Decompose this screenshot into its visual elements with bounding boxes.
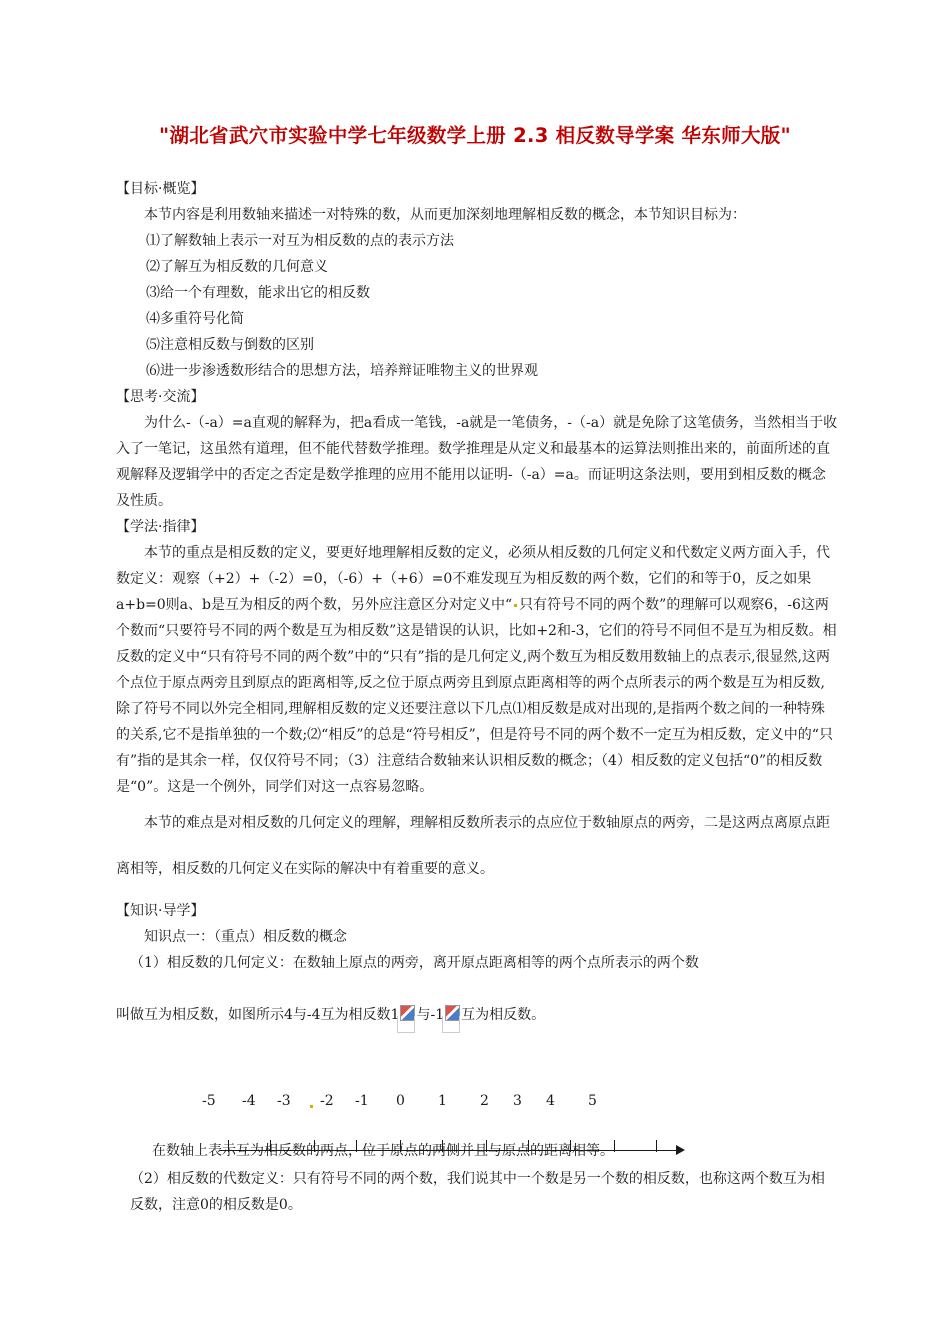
method-paragraph-1b: 只有符号不同的两个数”的理解可以观察6，-6这两个数而“只要符号不同的两个数是互为相反数”这是错误的认识，比如+2和-3，它们的符号不同但不是互为相反数。相反数的定义中“只有符号不同的两个数”中的“只有”指的是几何定义,两个数互为相反数用数轴上的点表示,很显然,这两个点位于原点两旁且到原点的距离相等,反之位于原点两旁且到原点距离相等的两个点所表示的两个数是互为相反数,除了符号不同以外完全相同,理解相反数的定义还要注意以下几点⑴相反数是成对出现的,是指两个数之间的一种特殊的关系,它不是指单独的一个数;⑵“相反”的总是“符号相反”，但是符号不同的两个数不一定互为相反数，定义中的“只有”指的是其余一样，仅仅符号不同；（3）注意结合数轴来认识相反数的概念；（4）相反数的定义包括“0”的相反数是“0”。这是一个例外，同学们对这一点容易忽略。 [116, 597, 837, 795]
number-line-caption: 在数轴上表示互为相反数的两点，位于原点的两侧并且与原点的距离相等。 [152, 1143, 614, 1159]
document-body [116, 176, 838, 1028]
axis-label: 1 [438, 1093, 447, 1109]
axis-arrow-icon [676, 1145, 685, 1155]
geometric-definition-cont [116, 1002, 838, 1028]
method-paragraph-2: 本节的难点是对相反数的几何定义的理解，理解相反数所表示的点应位于数轴原点的两旁，二是这两点离原点距离相等，相反数的几何定义在实际的解决中有着重要的意义。 [116, 815, 830, 877]
algebraic-definition [116, 1166, 838, 1218]
def-text: 与-1 [416, 1007, 445, 1023]
axis-label: 2 [480, 1093, 489, 1109]
goal-item: ⑷多重符号化简 [146, 311, 244, 327]
axis-label: 4 [546, 1093, 555, 1109]
marker-dot-icon [514, 604, 517, 607]
document-title: "湖北省武穴市实验中学七年级数学上册 2.3 相反数导学案 华东师大版" [158, 124, 792, 147]
axis-label: 5 [588, 1093, 597, 1109]
goal-item: ⑸注意相反数与倒数的区别 [146, 337, 314, 353]
broken-image-icon [399, 1002, 416, 1028]
def-text: 叫做互为相反数，如图所示4与-4互为相反数 [116, 1007, 391, 1023]
goal-intro: 本节内容是利用数轴来描述一对特殊的数，从而更加深刻地理解相反数的概念，本节知识目标为： [144, 207, 746, 223]
goal-item: ⑵了解互为相反数的几何意义 [146, 259, 328, 275]
axis-label: -4 [242, 1093, 256, 1109]
axis-label: -5 [202, 1093, 216, 1109]
marker-dot-icon [310, 1105, 313, 1108]
method-paragraph-1a: 本节的重点是相反数的定义，要更好地理解相反数的定义，必须从相反数的几何定义和代数定义两方面入手，代数定义：观察（+2）+（-2）=0，（-6）+（+6）=0不难发现互为相反数的两个数，它们的和等于0，反之如果a+b=0则a、b是互为相反的两个数，另外应注意区分对定义中“ [116, 545, 830, 613]
section-heading-knowledge: 【知识·导学】 [116, 903, 205, 919]
def-text: 互为相反数。 [461, 1007, 546, 1023]
axis-label: -3 [277, 1093, 291, 1109]
def-text: 1 [390, 1007, 400, 1023]
broken-image-icon [444, 1002, 461, 1028]
section-heading-method: 【学法·指律】 [116, 519, 205, 535]
geometric-definition: （1）相反数的几何定义：在数轴上原点的两旁，离开原点距离相等的两个点所表示的两个数 [130, 955, 699, 971]
method-paragraph-1 [116, 540, 838, 800]
axis-tick [614, 1140, 615, 1152]
goal-item: ⑹进一步渗透数形结合的思想方法，培养辩证唯物主义的世界观 [146, 363, 538, 379]
think-paragraph: 为什么-（-a）=a直观的解释为，把a看成一笔钱，-a就是一笔债务，-（-a）就是免除了这笔债务，当然相当于收入了一笔记，这虽然有道理，但不能代替数学推理。数学推理是从定义和最基本的运算法则推出来的，前面所述的直观解释及逻辑学中的否定之否定是数学推理的应用不能用以证明-（-a）=a。而证明这条法则，要用到相反数的概念及性质。 [116, 415, 838, 509]
axis-label: -1 [355, 1093, 369, 1109]
section-heading-think: 【思考·交流】 [116, 389, 205, 405]
section-heading-goal: 【目标·概览】 [116, 181, 205, 197]
axis-label: 0 [396, 1093, 405, 1109]
goal-item: ⑴了解数轴上表示一对互为相反数的点的表示方法 [146, 233, 454, 249]
goal-item: ⑶给一个有理数，能求出它的相反数 [146, 285, 370, 301]
axis-label: -2 [320, 1093, 334, 1109]
knowledge-point-1: 知识点一：（重点）相反数的概念 [144, 929, 347, 945]
axis-tick [656, 1140, 657, 1152]
axis-label: 3 [513, 1093, 522, 1109]
algebraic-definition-text: （2）相反数的代数定义：只有符号不同的两个数，我们说其中一个数是另一个数的相反数，也称这两个数互为相反数，注意0的相反数是0。 [130, 1171, 825, 1213]
